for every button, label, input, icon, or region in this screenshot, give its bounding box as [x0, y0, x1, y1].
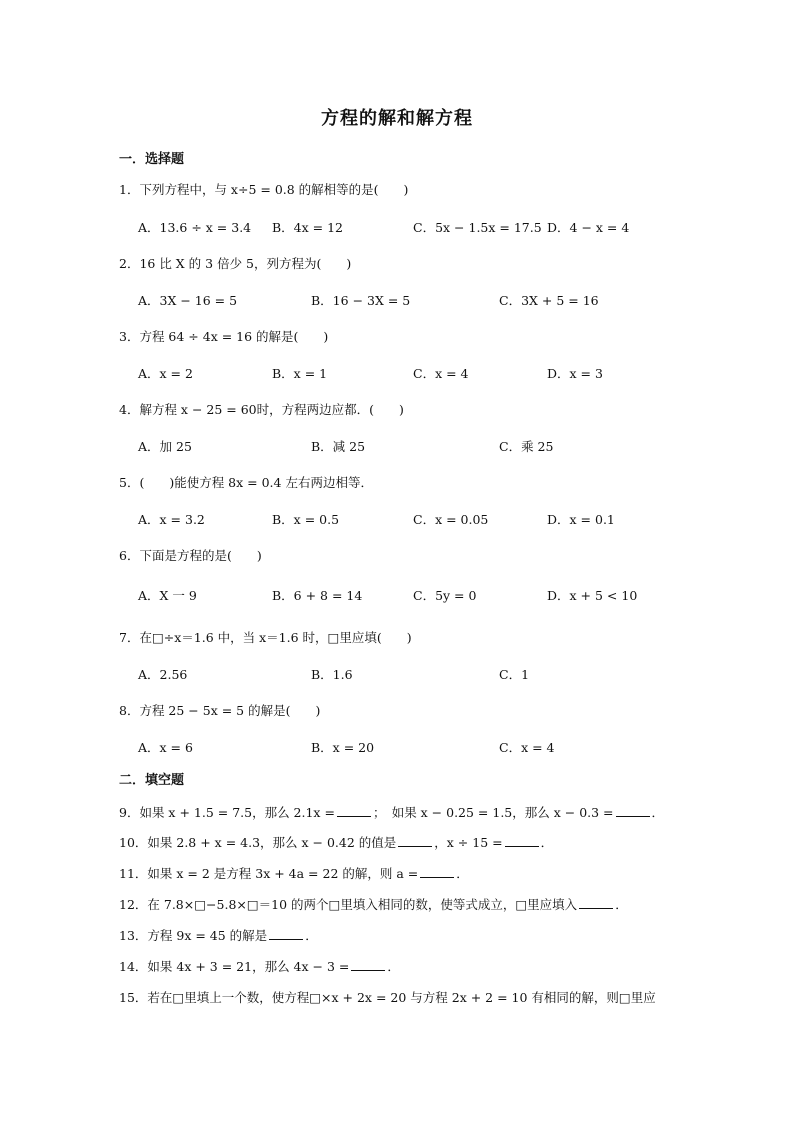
question-3-option-c: C．x = 4	[413, 366, 469, 381]
fill-question-11	[119, 864, 469, 882]
question-5-option-b: B．x = 0.5	[272, 512, 340, 527]
end-mark: ．	[456, 866, 469, 881]
question-5-stem: 5．( )能使方程 8x = 0.4 左右两边相等．	[119, 475, 373, 490]
question-7-stem: 7．在□÷x＝1.6 中，当 x＝1.6 时，□里应填( )	[119, 630, 412, 645]
question-6-option-c: C．5y = 0	[413, 588, 477, 603]
answer-blank	[398, 834, 432, 847]
answer-blank	[616, 804, 650, 817]
fill-9-text-b: ； 如果 x − 0.25 = 1.5，那么 x − 0.3 =	[372, 805, 614, 820]
fill-13-text: 13．方程 9x = 45 的解是	[119, 928, 268, 943]
question-5-option-d: D．x = 0.1	[547, 512, 615, 527]
fill-question-13	[119, 926, 318, 944]
section-choice-heading: 一．选择题	[119, 152, 185, 167]
fill-question-9	[119, 803, 664, 821]
end-mark: ．	[615, 897, 628, 912]
question-7-option-c: C．1	[499, 667, 530, 682]
question-1-stem: 1．下列方程中，与 x÷5 = 0.8 的解相等的是( )	[119, 182, 409, 197]
fill-question-10	[119, 833, 553, 851]
question-8-option-b: B．x = 20	[311, 740, 375, 755]
question-3-option-b: B．x = 1	[272, 366, 328, 381]
question-8-option-a: A．x = 6	[138, 740, 193, 755]
fill-question-15: 15．若在□里填上一个数，使方程□×x + 2x = 20 与方程 2x + 2 = 10 有相同的解，则□里应	[119, 990, 656, 1005]
answer-blank	[505, 834, 539, 847]
fill-10-text-a: 10．如果 2.8 + x = 4.3，那么 x − 0.42 的值是	[119, 835, 397, 850]
section-fill-heading: 二．填空题	[119, 773, 185, 788]
question-4-option-b: B．减 25	[311, 439, 366, 454]
answer-blank	[351, 958, 385, 971]
question-8-option-c: C．x = 4	[499, 740, 555, 755]
question-7-option-a: A．2.56	[138, 667, 188, 682]
page-title: 方程的解和解方程	[321, 108, 473, 129]
question-3-option-a: A．x = 2	[138, 366, 193, 381]
question-1-option-b: B．4x = 12	[272, 220, 344, 235]
question-6-option-d: D．x + 5 < 10	[547, 588, 638, 603]
fill-9-text-a: 9．如果 x + 1.5 = 7.5，那么 2.1x =	[119, 805, 335, 820]
question-2-option-a: A．3X − 16 = 5	[138, 293, 238, 308]
question-5-option-a: A．x = 3.2	[138, 512, 205, 527]
question-8-stem: 8．方程 25 − 5x = 5 的解是( )	[119, 703, 321, 718]
question-6-option-a: A．X 一 9	[138, 588, 197, 603]
end-mark: ．	[651, 805, 665, 820]
question-6-option-b: B．6 + 8 = 14	[272, 588, 363, 603]
question-2-option-b: B．16 − 3X = 5	[311, 293, 411, 308]
question-1-option-a: A．13.6 ÷ x = 3.4	[138, 220, 252, 235]
question-6-stem: 6．下面是方程的是( )	[119, 548, 262, 563]
question-1-option-d: D．4 − x = 4	[547, 220, 630, 235]
question-7-option-b: B．1.6	[311, 667, 353, 682]
end-mark: ．	[387, 959, 400, 974]
fill-14-text: 14．如果 4x + 3 = 21，那么 4x − 3 =	[119, 959, 350, 974]
question-4-option-a: A．加 25	[138, 439, 192, 454]
answer-blank	[269, 927, 303, 940]
question-4-option-c: C．乘 25	[499, 439, 554, 454]
answer-blank	[579, 896, 613, 909]
question-2-option-c: C．3X + 5 = 16	[499, 293, 599, 308]
fill-question-12	[119, 895, 628, 913]
question-2-stem: 2．16 比 X 的 3 倍少 5，列方程为( )	[119, 256, 352, 271]
fill-12-text: 12．在 7.8×□−5.8×□＝10 的两个□里填入相同的数，使等式成立，□里应填入	[119, 897, 578, 912]
question-3-stem: 3．方程 64 ÷ 4x = 16 的解是( )	[119, 329, 329, 344]
question-1-option-c: C．5x − 1.5x = 17.5	[413, 220, 542, 235]
question-5-option-c: C．x = 0.05	[413, 512, 489, 527]
end-mark: ．	[305, 928, 318, 943]
fill-question-14	[119, 957, 400, 975]
fill-11-text: 11．如果 x = 2 是方程 3x + 4a = 22 的解，则 a =	[119, 866, 419, 881]
answer-blank	[337, 804, 371, 817]
question-3-option-d: D．x = 3	[547, 366, 603, 381]
end-mark: ．	[540, 835, 554, 850]
question-4-stem: 4．解方程 x − 25 = 60时，方程两边应都．( )	[119, 402, 404, 417]
answer-blank	[420, 865, 454, 878]
fill-10-text-b: ，x ÷ 15 =	[434, 835, 503, 850]
